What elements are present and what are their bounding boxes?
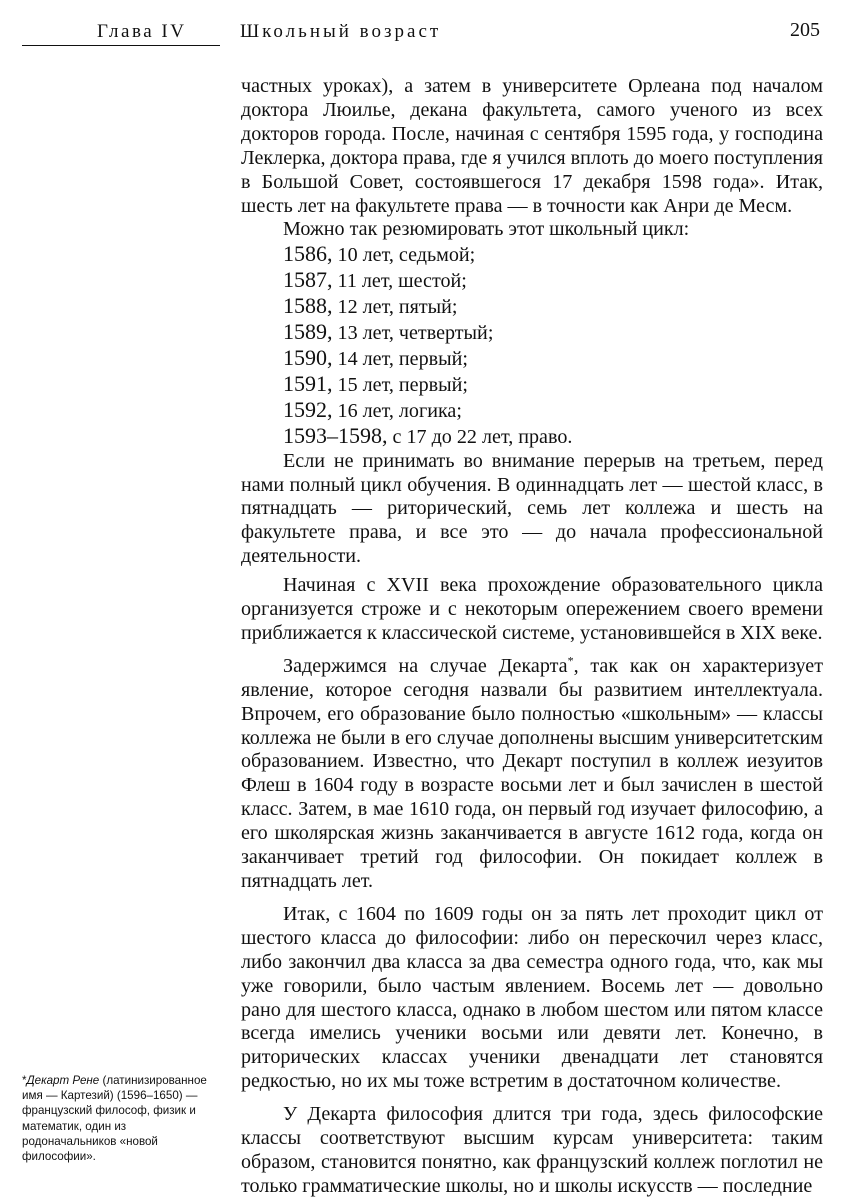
cycle-item: 1589, 13 лет, четвертый; [283,319,494,345]
running-head-chapter: Глава IV [97,21,187,42]
paragraph-2: Можно так резюмировать этот школьный цикл: [283,218,690,241]
cycle-item: 1592, 16 лет, логика; [283,396,462,422]
cycle-item: 1590, 14 лет, первый; [283,344,468,370]
cycle-item: 1591, 15 лет, первый; [283,370,468,396]
main-text-column [241,75,823,1199]
footnote-text: (латинизированное имя — Картезий) (1596–1650) — французский философ, физик и математик, один из родоначальников «новой философии». [22,1074,207,1164]
page-number: 205 [790,19,820,41]
footnote-mark: * [22,1074,27,1087]
cycle-item: 1588, 12 лет, пятый; [283,293,458,319]
paragraph-6: Итак, с 1604 по 1609 годы он за пять лет проходит цикл от шестого класса до философии: либо он перескочил через класс, либо закончил два класса за два семестра одного года, что, как мы уже говорили, было частым явлением. Восемь лет — довольно рано для шестого класса, однако в любом шестом или пятом классе всегда имелись ученики восьми или девяти лет. Конечно, в риторических классах ученики двенадцати лет становятся редкостью, но их мы тоже встретим в достаточном количестве. [241,902,823,1093]
paragraph-7: У Декарта философия длится три года, здесь философские классы соответствуют высшим курсам университета: таким образом, становится понятно, как французский коллеж поглотил не только грамматические школы, но и школы искусств — последние [241,1103,823,1197]
cycle-item: 1586, 10 лет, седьмой; [283,241,476,267]
paragraph-1: частных уроках), а затем в университете Орлеана под началом доктора Люилье, декана факультета, самого ученого из всех докторов города. После, начиная с сентября 1595 года, у господина Леклерка, доктора права, где я учился вплоть до моего поступления в Большой Совет, состоявшегося 17 декабря 1598 года». Итак, шесть лет на факультете права — в точности как Анри де Месм. [241,75,823,217]
paragraph-4: Начиная с XVII века прохождение образовательного цикла организуется строже и с некоторым опережением своего времени приближается к классической системе, установившейся в XIX веке. [241,574,823,644]
paragraph-5: Задержимся на случае Декарта*, так как он характеризует явление, которое сегодня назвали бы развитием интеллектуала. Впрочем, его образование было полностью «школьным» — классы коллежа не были в его случае дополнены высшим университетским образованием. Известно, что Декарт поступил в коллеж иезуитов Флеш в 1604 году в возрасте восьми лет и был зачислен в шестой класс. Затем, в мае 1610 года, он первый год изучает философию, а его школярская жизнь заканчивается в августе 1612 года, когда он заканчивает третий год философии. Он покидает коллеж в пятнадцать лет. [241,653,823,892]
cycle-item: 1593–1598, с 17 до 22 лет, право. [283,422,573,448]
footnote [22,1073,214,1164]
footnote-marker[interactable]: * [567,653,574,668]
cycle-item: 1587, 11 лет, шестой; [283,267,467,293]
header-rule [22,45,220,46]
running-head-title: Школьный возраст [240,21,442,42]
paragraph-3: Если не принимать во внимание перерыв на третьем, перед нами полный цикл обучения. В одиннадцать лет — шестой класс, в пятнадцать — риторический, семь лет коллежа и шесть на факультете права, и все это — до начала профессиональной деятельности. [241,449,823,568]
footnote-name: Декарт Рене [26,1074,100,1087]
school-cycle-list [241,242,823,449]
